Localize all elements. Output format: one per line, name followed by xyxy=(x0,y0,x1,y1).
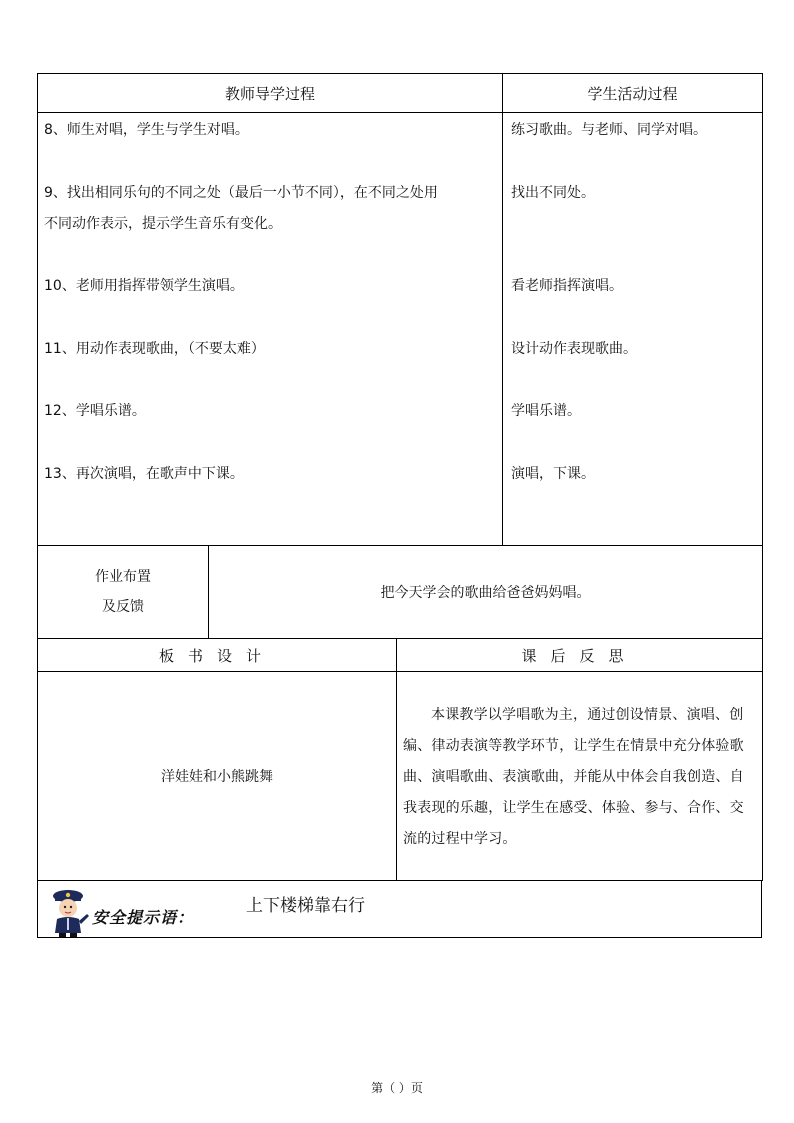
student-header: 学生活动过程 xyxy=(503,74,763,113)
teacher-step-10: 10、老师用指挥带领学生演唱。 xyxy=(44,278,244,294)
lesson-plan-sheet xyxy=(37,73,762,938)
safety-text: 上下楼梯靠右行 xyxy=(246,896,365,916)
teacher-step-11: 11、用动作表现歌曲，（不要太难） xyxy=(44,341,265,357)
process-header-row xyxy=(38,74,763,113)
board-design-header: 板书设计 xyxy=(38,639,397,672)
reflection-cell xyxy=(397,672,763,881)
homework-text: 把今天学会的歌曲给爸爸妈妈唱。 xyxy=(209,546,763,639)
process-body-row xyxy=(38,113,763,546)
page-number: 第（ ）页 xyxy=(371,1081,423,1095)
teacher-header: 教师导学过程 xyxy=(38,74,503,113)
homework-label-line1: 作业布置 xyxy=(95,569,151,585)
homework-row xyxy=(38,546,763,639)
safety-cell xyxy=(38,881,762,938)
reflection-text: 本课教学以学唱歌为主，通过创设情景、演唱、创编、律动表演等教学环节，让学生在情景中充分体验歌曲、演唱歌曲、表演歌曲，并能从中体会自我创造、自我表现的乐趣，让学生在感受、体验、参与、合作、交流的过程中学习。 xyxy=(403,707,744,847)
safety-row xyxy=(38,881,762,938)
student-step-5: 学唱乐谱。 xyxy=(511,403,581,419)
homework-table xyxy=(37,545,763,639)
teacher-step-12: 12、学唱乐谱。 xyxy=(44,403,146,419)
board-body-row xyxy=(38,672,763,881)
student-step-6: 演唱，下课。 xyxy=(511,466,595,482)
safety-label: 安全提示语： xyxy=(92,908,195,927)
student-step-4: 设计动作表现歌曲。 xyxy=(511,341,637,357)
teacher-step-8: 8、师生对唱，学生与学生对唱。 xyxy=(44,122,249,138)
process-table xyxy=(37,73,763,546)
homework-label xyxy=(38,546,209,639)
board-header-row xyxy=(38,639,763,672)
student-steps-cell xyxy=(503,113,763,546)
teacher-step-9-line2: 不同动作表示，提示学生音乐有变化。 xyxy=(44,216,282,232)
safety-table xyxy=(37,880,762,938)
homework-label-line2: 及反馈 xyxy=(102,599,144,615)
teacher-step-9-line1: 9、找出相同乐句的不同之处（最后一小节不同），在不同之处用 xyxy=(44,185,438,201)
student-step-1: 练习歌曲。与老师、同学对唱。 xyxy=(511,122,707,138)
reflection-header: 课后反思 xyxy=(397,639,763,672)
board-design-text: 洋娃娃和小熊跳舞 xyxy=(38,672,397,881)
teacher-steps-cell xyxy=(38,113,503,546)
student-step-3: 看老师指挥演唱。 xyxy=(511,278,623,294)
board-table xyxy=(37,638,763,881)
police-officer-icon xyxy=(46,887,90,937)
teacher-step-13: 13、再次演唱，在歌声中下课。 xyxy=(44,466,244,482)
student-step-2: 找出不同处。 xyxy=(511,185,595,201)
